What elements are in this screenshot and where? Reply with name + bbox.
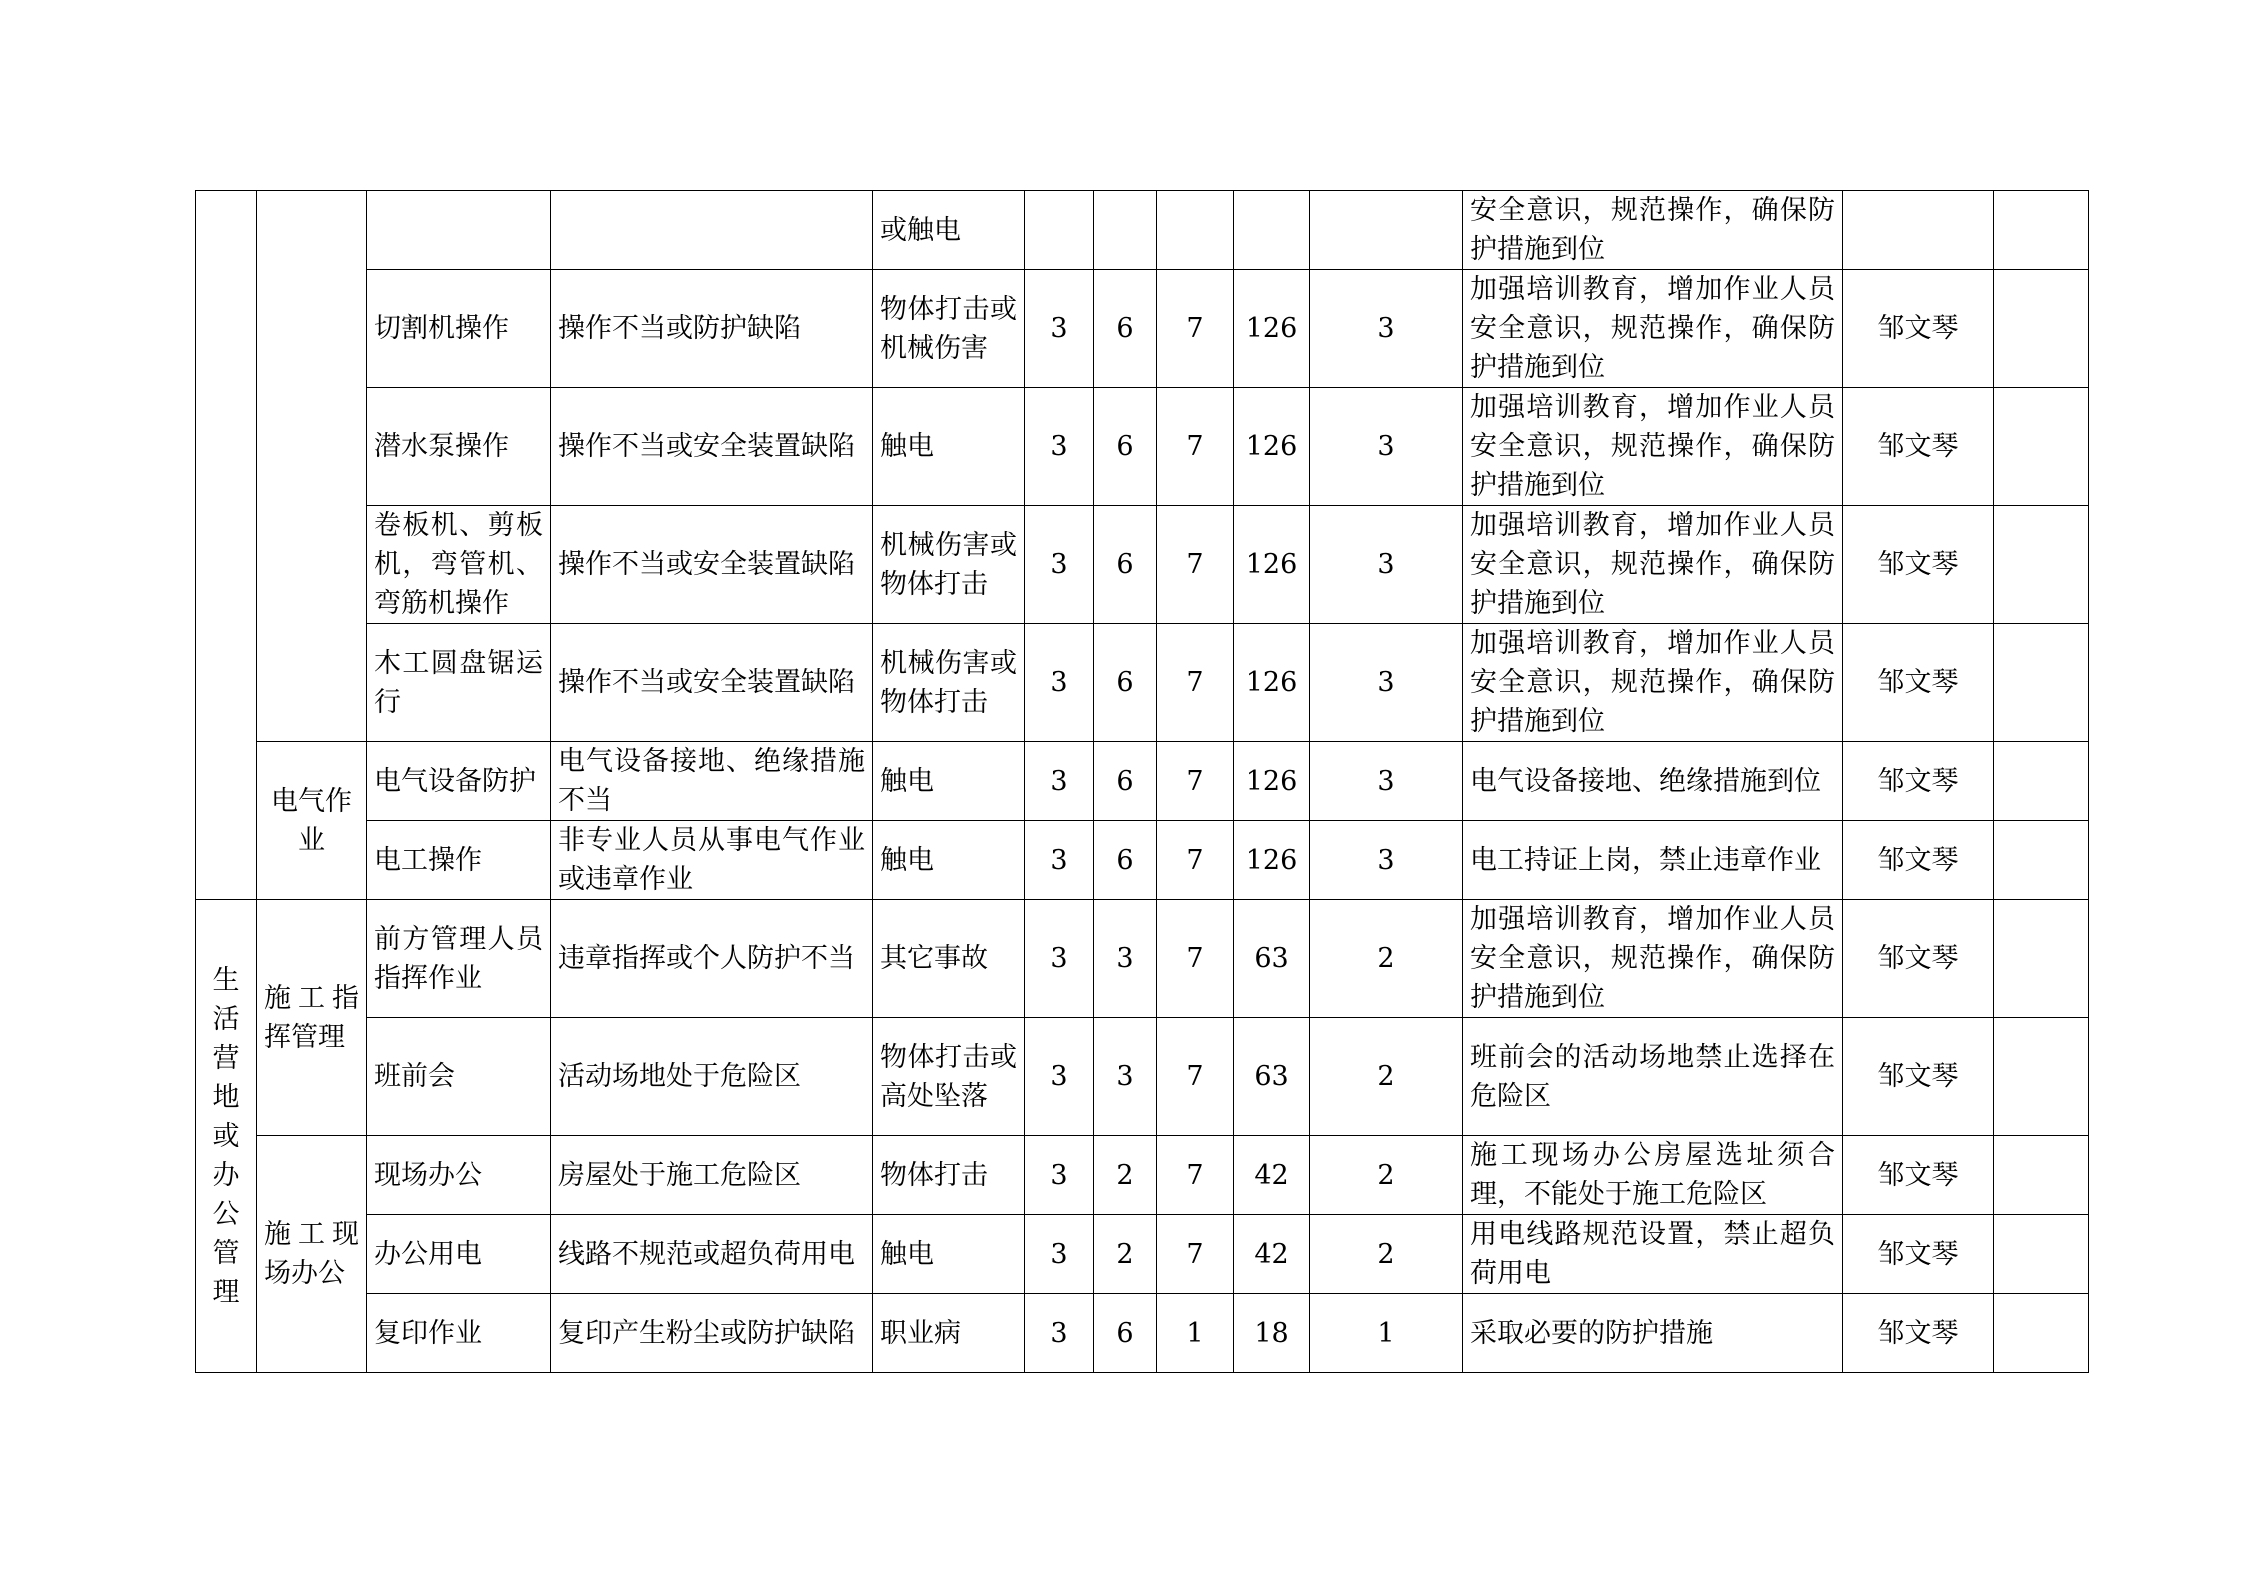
remarks-cell (1994, 506, 2089, 624)
activity-cell (367, 191, 551, 270)
d-value-cell: 63 (1234, 900, 1310, 1018)
activity-cell: 办公用电 (367, 1215, 551, 1294)
c-value-cell: 7 (1157, 1136, 1234, 1215)
hazard-cell: 线路不规范或超负荷用电 (551, 1215, 873, 1294)
hazard-cell: 非专业人员从事电气作业或违章作业 (551, 821, 873, 900)
risk-level-cell (1310, 191, 1463, 270)
table-row (196, 1136, 2089, 1215)
remarks-cell (1994, 821, 2089, 900)
control-measure-cell: 电工持证上岗，禁止违章作业 (1463, 821, 1843, 900)
activity-cell: 电工操作 (367, 821, 551, 900)
table-row (196, 1018, 2089, 1136)
e-value-cell (1094, 191, 1157, 270)
risk-level-cell: 3 (1310, 388, 1463, 506)
table-row (196, 1294, 2089, 1373)
control-measure-cell: 用电线路规范设置，禁止超负荷用电 (1463, 1215, 1843, 1294)
consequence-cell: 物体打击 (873, 1136, 1025, 1215)
e-value-cell: 6 (1094, 821, 1157, 900)
e-value-cell: 6 (1094, 270, 1157, 388)
control-measure-cell: 加强培训教育，增加作业人员安全意识，规范操作，确保防护措施到位 (1463, 624, 1843, 742)
activity-cell: 前方管理人员指挥作业 (367, 900, 551, 1018)
e-value-cell: 6 (1094, 624, 1157, 742)
responsible-person-cell: 邹文琴 (1843, 821, 1994, 900)
remarks-cell (1994, 1294, 2089, 1373)
table-row (196, 1215, 2089, 1294)
remarks-cell (1994, 270, 2089, 388)
l-value-cell: 3 (1025, 388, 1094, 506)
responsible-person-cell: 邹文琴 (1843, 506, 1994, 624)
hazard-cell: 操作不当或安全装置缺陷 (551, 624, 873, 742)
d-value-cell: 126 (1234, 506, 1310, 624)
control-measure-cell: 加强培训教育，增加作业人员安全意识，规范操作，确保防护措施到位 (1463, 506, 1843, 624)
remarks-cell (1994, 388, 2089, 506)
remarks-cell (1994, 191, 2089, 270)
responsible-person-cell: 邹文琴 (1843, 1136, 1994, 1215)
table-row (196, 191, 2089, 270)
activity-cell: 现场办公 (367, 1136, 551, 1215)
remarks-cell (1994, 900, 2089, 1018)
hazard-cell: 活动场地处于危险区 (551, 1018, 873, 1136)
l-value-cell: 3 (1025, 1215, 1094, 1294)
hazard-cell: 违章指挥或个人防护不当 (551, 900, 873, 1018)
risk-level-cell: 3 (1310, 270, 1463, 388)
e-value-cell: 3 (1094, 900, 1157, 1018)
e-value-cell: 6 (1094, 1294, 1157, 1373)
activity-cell: 卷板机、剪板机，弯管机、弯筋机操作 (367, 506, 551, 624)
consequence-cell: 物体打击或机械伤害 (873, 270, 1025, 388)
table-row (196, 821, 2089, 900)
activity-cell: 电气设备防护 (367, 742, 551, 821)
l-value-cell: 3 (1025, 742, 1094, 821)
consequence-cell: 触电 (873, 388, 1025, 506)
control-measure-cell: 加强培训教育，增加作业人员安全意识，规范操作，确保防护措施到位 (1463, 388, 1843, 506)
activity-cell: 班前会 (367, 1018, 551, 1136)
hazard-cell: 操作不当或安全装置缺陷 (551, 388, 873, 506)
c-value-cell: 7 (1157, 1018, 1234, 1136)
risk-level-cell: 1 (1310, 1294, 1463, 1373)
e-value-cell: 6 (1094, 388, 1157, 506)
remarks-cell (1994, 1018, 2089, 1136)
c-value-cell: 7 (1157, 1215, 1234, 1294)
e-value-cell: 3 (1094, 1018, 1157, 1136)
hazard-cell (551, 191, 873, 270)
responsible-person-cell: 邹文琴 (1843, 624, 1994, 742)
consequence-cell: 触电 (873, 1215, 1025, 1294)
e-value-cell: 6 (1094, 742, 1157, 821)
d-value-cell: 63 (1234, 1018, 1310, 1136)
activity-cell: 复印作业 (367, 1294, 551, 1373)
category-cell: 施工指挥管理 (257, 900, 367, 1136)
hazard-cell: 操作不当或防护缺陷 (551, 270, 873, 388)
remarks-cell (1994, 1215, 2089, 1294)
table-row (196, 900, 2089, 1018)
hazard-cell: 电气设备接地、绝缘措施不当 (551, 742, 873, 821)
table-row (196, 742, 2089, 821)
consequence-cell: 物体打击或高处坠落 (873, 1018, 1025, 1136)
e-value-cell: 2 (1094, 1215, 1157, 1294)
activity-cell: 潜水泵操作 (367, 388, 551, 506)
d-value-cell: 18 (1234, 1294, 1310, 1373)
remarks-cell (1994, 624, 2089, 742)
risk-level-cell: 3 (1310, 821, 1463, 900)
c-value-cell: 1 (1157, 1294, 1234, 1373)
consequence-cell: 其它事故 (873, 900, 1025, 1018)
c-value-cell: 7 (1157, 270, 1234, 388)
d-value-cell: 42 (1234, 1136, 1310, 1215)
l-value-cell: 3 (1025, 1136, 1094, 1215)
control-measure-cell: 施工现场办公房屋选址须合理，不能处于施工危险区 (1463, 1136, 1843, 1215)
consequence-cell: 职业病 (873, 1294, 1025, 1373)
activity-cell: 木工圆盘锯运行 (367, 624, 551, 742)
control-measure-cell: 采取必要的防护措施 (1463, 1294, 1843, 1373)
remarks-cell (1994, 1136, 2089, 1215)
risk-level-cell: 2 (1310, 900, 1463, 1018)
table-row (196, 506, 2089, 624)
control-measure-cell: 加强培训教育，增加作业人员安全意识，规范操作，确保防护措施到位 (1463, 900, 1843, 1018)
consequence-cell: 触电 (873, 742, 1025, 821)
consequence-cell: 机械伤害或物体打击 (873, 506, 1025, 624)
control-measure-cell: 电气设备接地、绝缘措施到位 (1463, 742, 1843, 821)
hazard-cell: 操作不当或安全装置缺陷 (551, 506, 873, 624)
risk-assessment-table (195, 190, 2089, 1373)
responsible-person-cell (1843, 191, 1994, 270)
l-value-cell: 3 (1025, 821, 1094, 900)
l-value-cell: 3 (1025, 624, 1094, 742)
c-value-cell (1157, 191, 1234, 270)
c-value-cell: 7 (1157, 742, 1234, 821)
d-value-cell: 126 (1234, 624, 1310, 742)
l-value-cell (1025, 191, 1094, 270)
table-row (196, 388, 2089, 506)
responsible-person-cell: 邹文琴 (1843, 1018, 1994, 1136)
c-value-cell: 7 (1157, 506, 1234, 624)
risk-level-cell: 2 (1310, 1018, 1463, 1136)
risk-level-cell: 3 (1310, 624, 1463, 742)
hazard-cell: 房屋处于施工危险区 (551, 1136, 873, 1215)
l-value-cell: 3 (1025, 1294, 1094, 1373)
table-row (196, 270, 2089, 388)
responsible-person-cell: 邹文琴 (1843, 742, 1994, 821)
remarks-cell (1994, 742, 2089, 821)
consequence-cell: 机械伤害或物体打击 (873, 624, 1025, 742)
category-cell: 施工现场办公 (257, 1136, 367, 1373)
responsible-person-cell: 邹文琴 (1843, 388, 1994, 506)
consequence-cell: 触电 (873, 821, 1025, 900)
l-value-cell: 3 (1025, 506, 1094, 624)
category-cell-blank (257, 191, 367, 742)
hazard-cell: 复印产生粉尘或防护缺陷 (551, 1294, 873, 1373)
category-cell: 电气作业 (257, 742, 367, 900)
risk-level-cell: 2 (1310, 1215, 1463, 1294)
d-value-cell: 126 (1234, 388, 1310, 506)
risk-level-cell: 3 (1310, 506, 1463, 624)
d-value-cell: 126 (1234, 270, 1310, 388)
d-value-cell: 126 (1234, 742, 1310, 821)
control-measure-cell: 班前会的活动场地禁止选择在危险区 (1463, 1018, 1843, 1136)
activity-cell: 切割机操作 (367, 270, 551, 388)
risk-level-cell: 3 (1310, 742, 1463, 821)
control-measure-cell: 加强培训教育，增加作业人员安全意识，规范操作，确保防护措施到位 (1463, 270, 1843, 388)
responsible-person-cell: 邹文琴 (1843, 1215, 1994, 1294)
section-cell (196, 900, 257, 1373)
d-value-cell (1234, 191, 1310, 270)
risk-level-cell: 2 (1310, 1136, 1463, 1215)
l-value-cell: 3 (1025, 270, 1094, 388)
c-value-cell: 7 (1157, 900, 1234, 1018)
responsible-person-cell: 邹文琴 (1843, 900, 1994, 1018)
c-value-cell: 7 (1157, 388, 1234, 506)
l-value-cell: 3 (1025, 1018, 1094, 1136)
c-value-cell: 7 (1157, 821, 1234, 900)
d-value-cell: 42 (1234, 1215, 1310, 1294)
section-label: 生活营地或办公管理 (212, 964, 240, 1308)
responsible-person-cell: 邹文琴 (1843, 1294, 1994, 1373)
consequence-cell: 或触电 (873, 191, 1025, 270)
l-value-cell: 3 (1025, 900, 1094, 1018)
section-cell-blank (196, 191, 257, 900)
e-value-cell: 6 (1094, 506, 1157, 624)
table-row (196, 624, 2089, 742)
control-measure-cell: 安全意识，规范操作，确保防护措施到位 (1463, 191, 1843, 270)
d-value-cell: 126 (1234, 821, 1310, 900)
e-value-cell: 2 (1094, 1136, 1157, 1215)
c-value-cell: 7 (1157, 624, 1234, 742)
responsible-person-cell: 邹文琴 (1843, 270, 1994, 388)
